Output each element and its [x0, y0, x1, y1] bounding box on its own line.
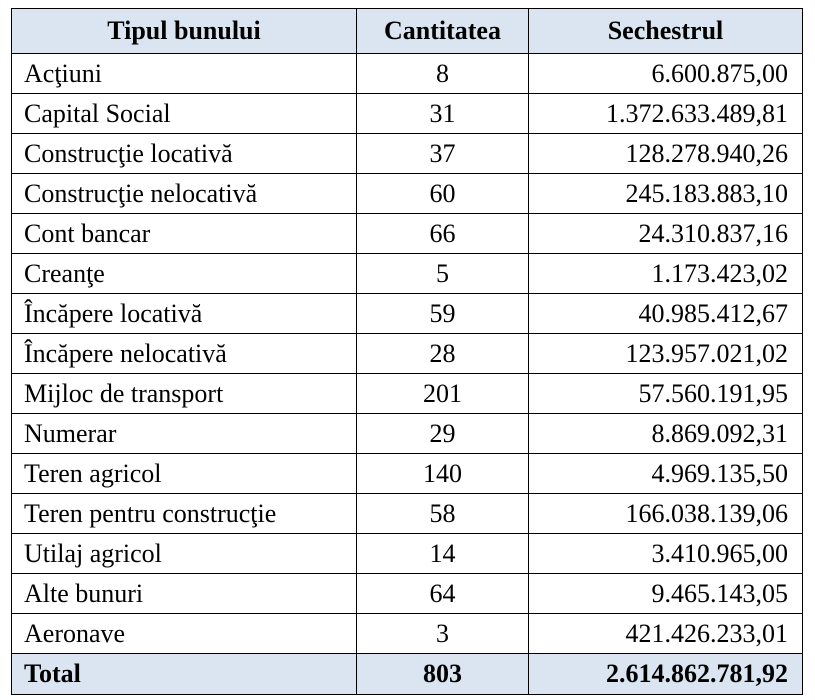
table-row: [12, 54, 803, 94]
cell-asset-type: Capital Social: [12, 94, 357, 134]
cell-seizure-value: 8.869.092,31: [529, 414, 803, 454]
cell-asset-type: Cont bancar: [12, 214, 357, 254]
cell-seizure-value: 57.560.191,95: [529, 374, 803, 414]
cell-quantity: 3: [357, 614, 529, 654]
header-quantity: Cantitatea: [357, 9, 529, 54]
table-row: [12, 454, 803, 494]
cell-seizure-value: 6.600.875,00: [529, 54, 803, 94]
header-seizure: Sechestrul: [529, 9, 803, 54]
total-quantity: 803: [357, 654, 529, 695]
header-asset-type: Tipul bunului: [12, 9, 357, 54]
cell-asset-type: Încăpere locativă: [12, 294, 357, 334]
cell-quantity: 37: [357, 134, 529, 174]
cell-asset-type: Acţiuni: [12, 54, 357, 94]
total-row: [12, 654, 803, 695]
cell-asset-type: Aeronave: [12, 614, 357, 654]
cell-quantity: 60: [357, 174, 529, 214]
cell-quantity: 66: [357, 214, 529, 254]
table-row: [12, 334, 803, 374]
cell-asset-type: Numerar: [12, 414, 357, 454]
cell-seizure-value: 421.426.233,01: [529, 614, 803, 654]
table-row: [12, 374, 803, 414]
cell-seizure-value: 24.310.837,16: [529, 214, 803, 254]
cell-quantity: 14: [357, 534, 529, 574]
cell-quantity: 5: [357, 254, 529, 294]
cell-asset-type: Teren pentru construcţie: [12, 494, 357, 534]
table-row: [12, 254, 803, 294]
cell-seizure-value: 123.957.021,02: [529, 334, 803, 374]
cell-quantity: 64: [357, 574, 529, 614]
table-row: [12, 214, 803, 254]
table-row: [12, 294, 803, 334]
cell-asset-type: Teren agricol: [12, 454, 357, 494]
cell-asset-type: Mijloc de transport: [12, 374, 357, 414]
table-row: [12, 94, 803, 134]
total-value: 2.614.862.781,92: [529, 654, 803, 695]
table-header: [12, 9, 803, 54]
header-row: [12, 9, 803, 54]
table-row: [12, 174, 803, 214]
assets-table: [11, 8, 803, 695]
cell-asset-type: Încăpere nelocativă: [12, 334, 357, 374]
table-row: [12, 534, 803, 574]
cell-asset-type: Construcţie locativă: [12, 134, 357, 174]
table-row: [12, 494, 803, 534]
table-body: [12, 54, 803, 654]
cell-seizure-value: 1.372.633.489,81: [529, 94, 803, 134]
cell-quantity: 201: [357, 374, 529, 414]
cell-quantity: 8: [357, 54, 529, 94]
cell-quantity: 29: [357, 414, 529, 454]
assets-table-container: [11, 8, 802, 695]
cell-seizure-value: 40.985.412,67: [529, 294, 803, 334]
cell-seizure-value: 245.183.883,10: [529, 174, 803, 214]
cell-quantity: 28: [357, 334, 529, 374]
cell-asset-type: Alte bunuri: [12, 574, 357, 614]
cell-seizure-value: 1.173.423,02: [529, 254, 803, 294]
table-row: [12, 574, 803, 614]
cell-quantity: 140: [357, 454, 529, 494]
cell-asset-type: Creanţe: [12, 254, 357, 294]
cell-seizure-value: 166.038.139,06: [529, 494, 803, 534]
table-row: [12, 414, 803, 454]
cell-seizure-value: 128.278.940,26: [529, 134, 803, 174]
cell-seizure-value: 3.410.965,00: [529, 534, 803, 574]
cell-quantity: 59: [357, 294, 529, 334]
cell-seizure-value: 4.969.135,50: [529, 454, 803, 494]
cell-asset-type: Utilaj agricol: [12, 534, 357, 574]
table-row: [12, 134, 803, 174]
cell-quantity: 31: [357, 94, 529, 134]
cell-quantity: 58: [357, 494, 529, 534]
table-row: [12, 614, 803, 654]
total-label: Total: [12, 654, 357, 695]
cell-asset-type: Construcţie nelocativă: [12, 174, 357, 214]
table-footer: [12, 654, 803, 695]
cell-seizure-value: 9.465.143,05: [529, 574, 803, 614]
